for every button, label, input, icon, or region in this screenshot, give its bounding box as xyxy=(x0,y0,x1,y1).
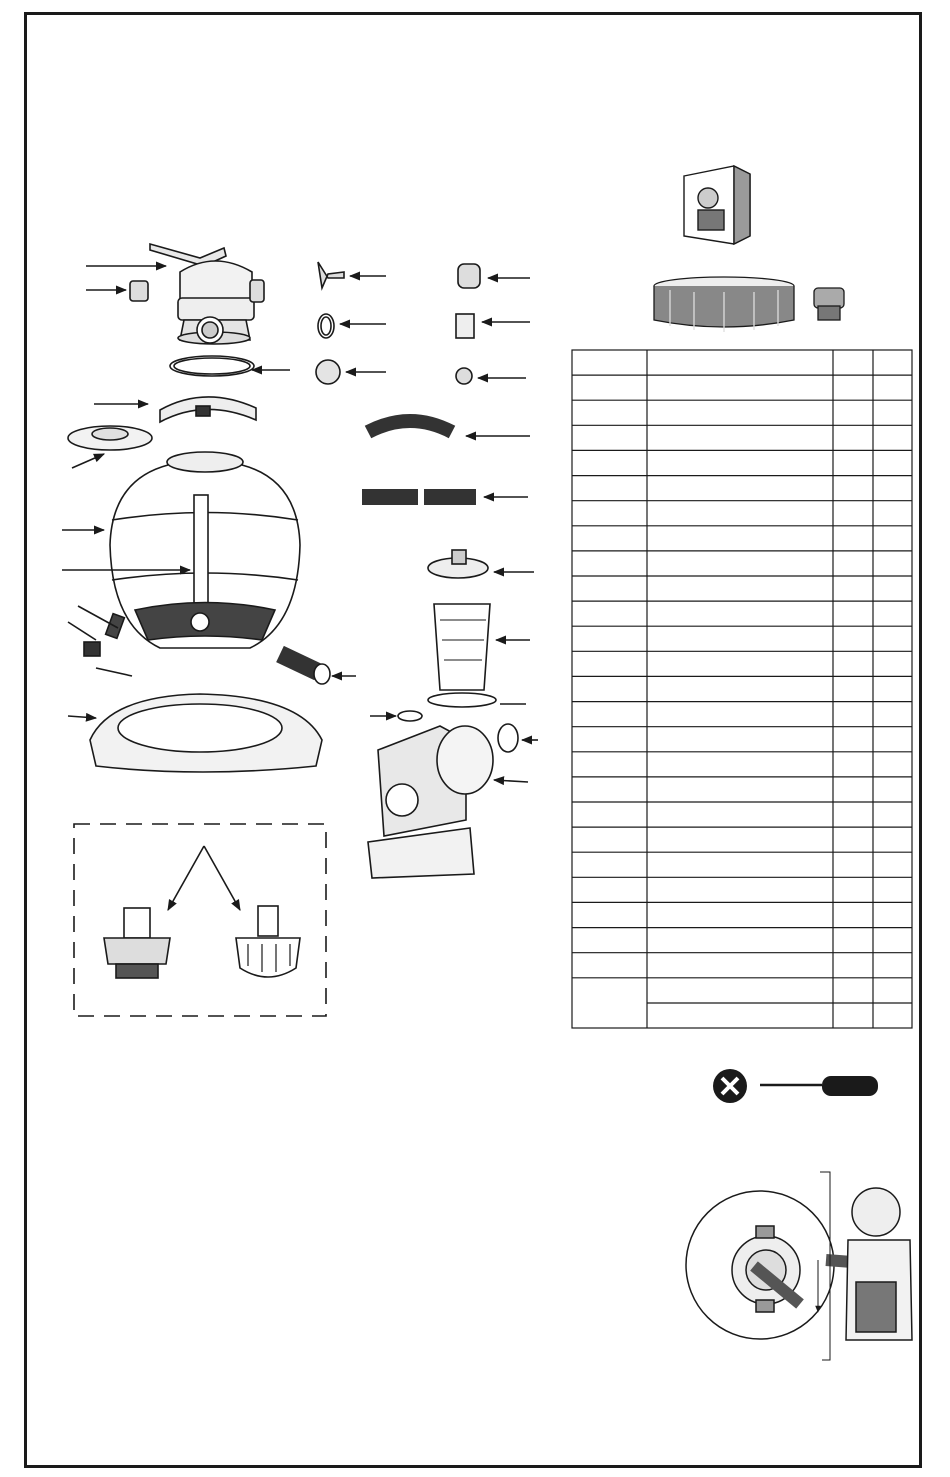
short-hose-drawing xyxy=(280,654,356,684)
fittings-column-drawing xyxy=(316,262,530,497)
parts-table xyxy=(572,350,912,1028)
pool-and-pump-illustration xyxy=(654,277,844,332)
no-screwdriver-warning xyxy=(713,1069,878,1103)
valve-detail-inset xyxy=(74,824,326,1016)
exploded-parts-diagram xyxy=(62,244,538,1016)
o-ring-and-clamp-drawing xyxy=(68,356,290,468)
installation-detail-illustration xyxy=(686,1172,912,1360)
drain-parts-drawing xyxy=(68,606,132,676)
multiport-valve-drawing xyxy=(86,244,264,344)
screwdriver-icon xyxy=(822,1076,878,1096)
pump-assembly-drawing xyxy=(368,550,538,878)
sand-tank-drawing xyxy=(62,452,300,648)
filter-base-drawing xyxy=(68,694,322,772)
package-box-illustration xyxy=(684,166,750,244)
parts-table-rows xyxy=(572,375,912,978)
